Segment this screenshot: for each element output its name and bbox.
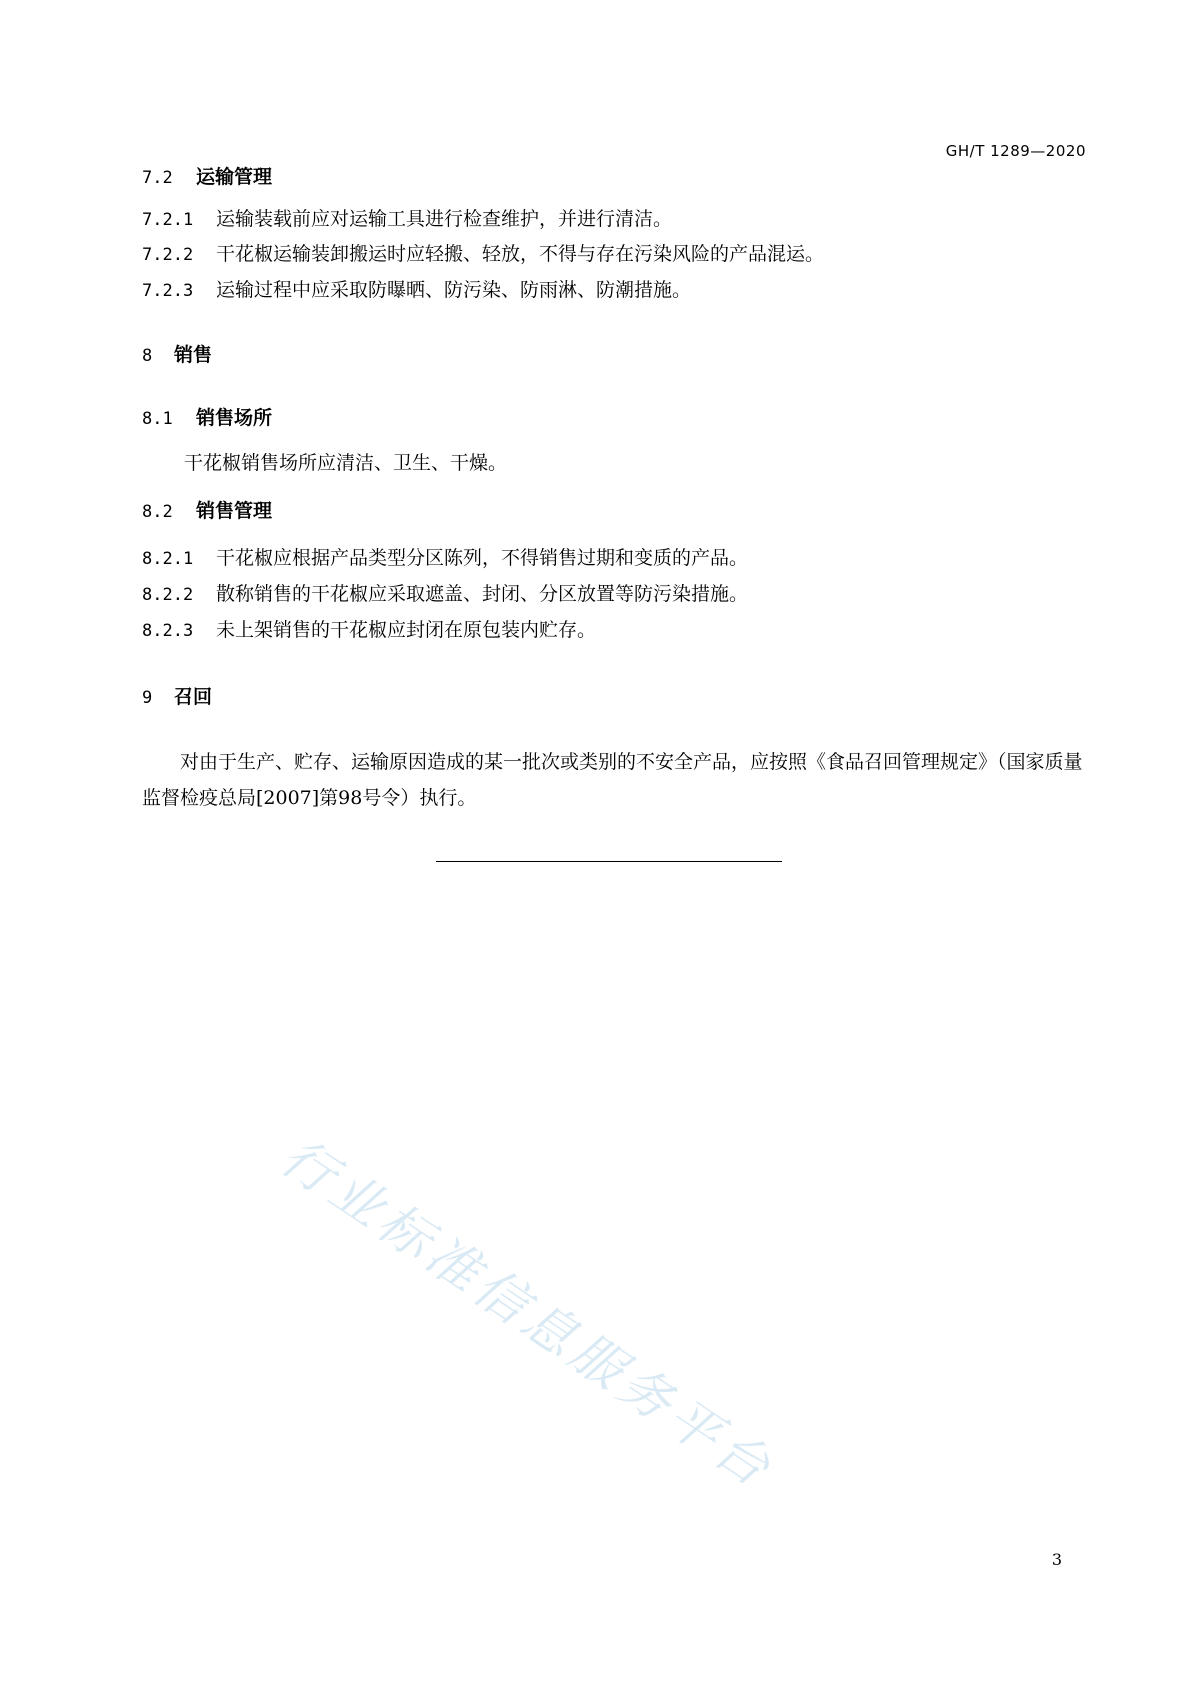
section-number: 7.2 [142, 168, 173, 188]
clause-text: 干花椒运输装卸搬运时应轻搬、轻放，不得与存在污染风险的产品混运。 [216, 243, 825, 265]
section-number: 8 [142, 346, 153, 366]
section-number: 9 [142, 688, 153, 708]
section-heading-7-2 [142, 162, 272, 189]
section-heading-9 [142, 682, 212, 709]
clause-number: 8.2.2 [142, 585, 194, 605]
clause-8-2-1 [142, 543, 748, 570]
section-title: 召回 [174, 686, 213, 708]
clause-7-2-3 [142, 275, 691, 302]
section-title: 销售 [174, 344, 213, 366]
clause-7-2-1 [142, 204, 672, 231]
clause-7-2-2 [142, 239, 824, 266]
watermark: 行业标准信息服务平台 [270, 1127, 785, 1502]
clause-text: 散称销售的干花椒应采取遮盖、封闭、分区放置等防污染措施。 [216, 583, 749, 605]
page-number: 3 [1051, 1550, 1062, 1569]
clause-number: 7.2.3 [142, 281, 194, 301]
clause-text: 运输装载前应对运输工具进行检查维护，并进行清洁。 [216, 208, 673, 230]
clause-8-2-2 [142, 579, 748, 606]
clause-number: 8.2.1 [142, 549, 194, 569]
clause-number: 8.2.3 [142, 621, 194, 641]
section-title: 销售管理 [196, 500, 273, 522]
section-number: 8.1 [142, 409, 173, 429]
section-8-1-body: 干花椒销售场所应清洁、卫生、干燥。 [184, 452, 508, 474]
clause-text: 干花椒应根据产品类型分区陈列，不得销售过期和变质的产品。 [216, 547, 749, 569]
section-heading-8-2 [142, 496, 272, 523]
section-number: 8.2 [142, 502, 173, 522]
clause-text: 运输过程中应采取防曝晒、防污染、防雨淋、防潮措施。 [216, 279, 692, 301]
clause-text: 未上架销售的干花椒应封闭在原包装内贮存。 [216, 619, 597, 641]
section-title: 销售场所 [196, 407, 273, 429]
section-heading-8-1 [142, 403, 272, 430]
section-title: 运输管理 [196, 166, 273, 188]
clause-number: 7.2.1 [142, 210, 194, 230]
end-of-document-rule [436, 861, 782, 862]
clause-number: 7.2.2 [142, 245, 194, 265]
section-9-body: 对由于生产、贮存、运输原因造成的某一批次或类别的不安全产品，应按照《食品召回管理规定》（国家质量监督检疫总局[2007]第98号令）执行。 [142, 751, 1083, 809]
section-heading-8 [142, 340, 212, 367]
standard-code: GH/T 1289—2020 [945, 142, 1086, 160]
clause-8-2-3 [142, 615, 596, 642]
